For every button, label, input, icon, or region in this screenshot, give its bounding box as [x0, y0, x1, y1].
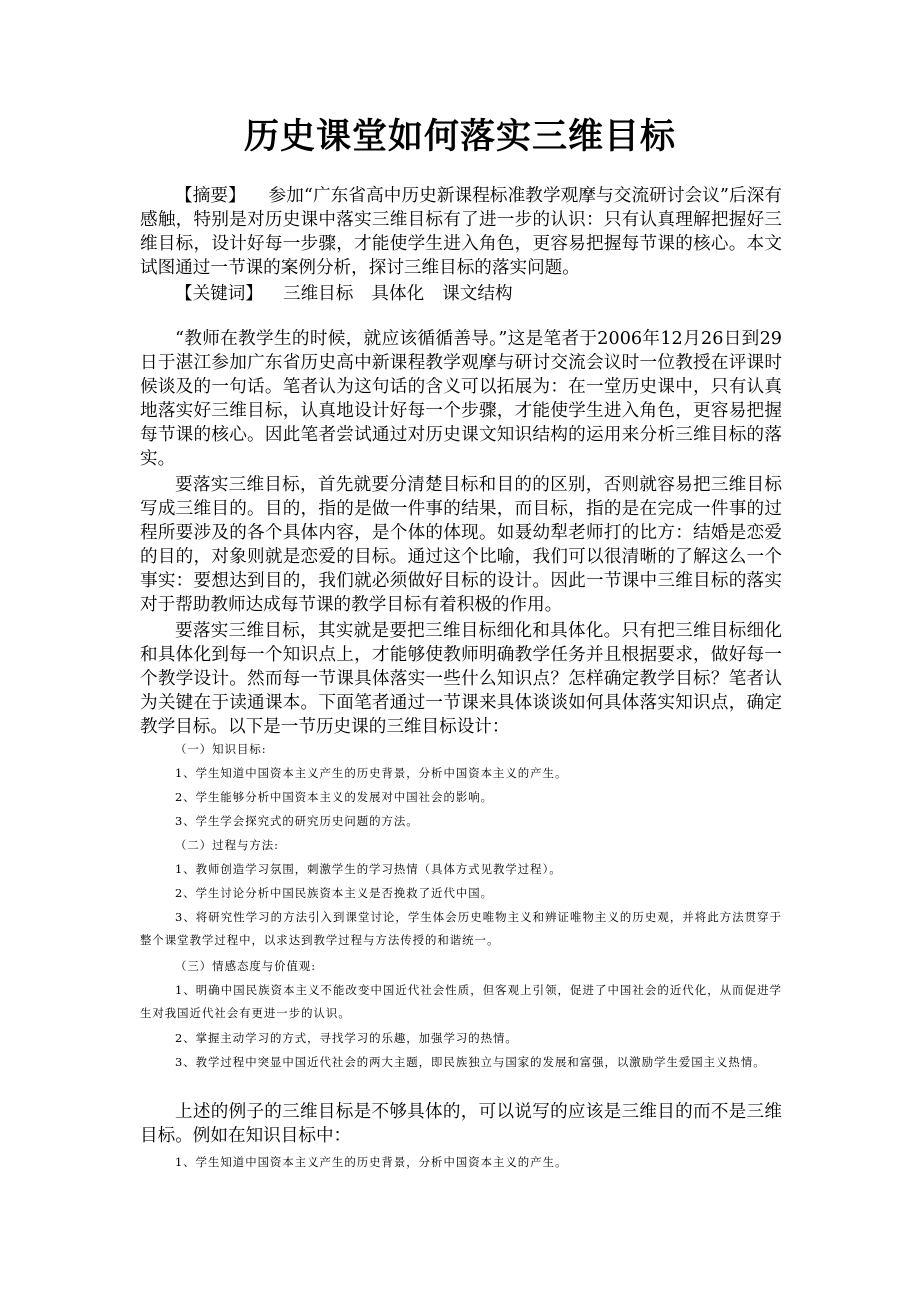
emotion-item: 2、掌握主动学习的方式，寻找学习的乐趣，加强学习的热情。: [175, 1031, 518, 1045]
process-item: 2、学生讨论分析中国民族资本主义是否挽救了近代中国。: [175, 886, 494, 900]
abstract: [140, 184, 782, 280]
closing-item: 1、学生知道中国资本主义产生的历史背景，分析中国资本主义的产生。: [175, 1155, 568, 1169]
emotion-heading: （三）情感态度与价值观:: [175, 959, 317, 973]
process-item: 3、将研究性学习的方法引入到课堂讨论，学生体会历史唯物主义和辨证唯物主义的历史观，并将此方法贯穿于整个课堂教学过程中，以求达到教学过程与方法传授的和谐统一。: [140, 910, 782, 947]
emotion-item: 3、教学过程中突显中国近代社会的两大主题，即民族独立与国家的发展和富强，以激励学生爱国主义热情。: [175, 1055, 766, 1069]
body-paragraph: 要落实三维目标，首先就要分清楚目标和目的的区别，否则就容易把三维目标写成三维目的。目的，指的是做一件事的结果，而目标，指的是在完成一件事的过程所要涉及的各个具体内容，是个体的体现。如聂幼犁老师打的比方：结婚是恋爱的目的，对象则就是恋爱的目标。通过这个比喻，我们可以很清晰的了解这么一个事实：要想达到目的，我们就必须做好目标的设计。因此一节课中三维目标的落实对于帮助教师达成每节课的教学目标有着积极的作用。: [140, 475, 782, 615]
knowledge-item: 1、学生知道中国资本主义产生的历史背景，分析中国资本主义的产生。: [175, 766, 568, 780]
abstract-label: 【摘要】: [175, 186, 246, 206]
closing-paragraph: 上述的例子的三维目标是不够具体的，可以说写的应该是三维目的而不是三维目标。例如在知识目标中：: [140, 1102, 782, 1146]
body-paragraph: “教师在教学生的时候，就应该循循善导。”这是笔者于2006年12月26日到29日于湛江参加广东省历史高中新课程教学观摩与研讨交流会议时一位教授在评课时候谈及的一句话。笔者认为这句话的含义可以拓展为：在一堂历史课中，只有认真地落实好三维目标，认真地设计好每一个步骤，才能使学生进入角色，更容易把握每节课的核心。因此笔者尝试通过对历史课文知识结构的运用来分析三维目标的落实。: [140, 329, 782, 469]
knowledge-item: 2、学生能够分析中国资本主义的发展对中国社会的影响。: [175, 790, 494, 804]
document-title: 历史课堂如何落实三维目标: [243, 117, 676, 157]
emotion-item: 1、明确中国民族资本主义不能改变中国近代社会性质，但客观上引领，促进了中国社会的近代化，从而促进学生对我国近代社会有更进一步的认识。: [140, 983, 782, 1020]
process-item: 1、教师创造学习氛围，刺激学生的学习热情（具体方式见教学过程）。: [175, 862, 562, 876]
knowledge-item: 3、学生学会探究式的研究历史问题的方法。: [175, 814, 419, 828]
keywords: [140, 282, 782, 306]
process-heading: （二）过程与方法:: [175, 838, 279, 852]
keyword-item: 课文结构: [442, 284, 513, 304]
body-paragraph: 要落实三维目标，其实就是要把三维目标细化和具体化。只有把三维目标细化和具体化到每一个知识点上，才能够使教师明确教学任务并且根据要求，做好每一个教学设计。然而每一节课具体落实一些什么知识点？怎样确定教学目标？笔者认为关键在于读通课本。下面笔者通过一节课来具体谈谈如何具体落实知识点，确定教学目标。以下是一节历史课的三维目标设计：: [140, 621, 782, 737]
keyword-item: 具体化: [371, 284, 425, 304]
abstract-text: 参加“广东省高中历史新课程标准教学观摩与交流研讨会议”后深有感触，特别是对历史课中落实三维目标有了进一步的认识：只有认真理解把握好三维目标，设计好每一步骤，才能使学生进入角色，更容易把握每节课的核心。本文试图通过一节课的案例分析，探讨三维目标的落实问题。: [140, 186, 782, 278]
knowledge-heading: （一）知识目标:: [175, 742, 267, 756]
keyword-item: 三维目标: [282, 284, 354, 304]
keywords-label: 【关键词】: [175, 284, 263, 304]
